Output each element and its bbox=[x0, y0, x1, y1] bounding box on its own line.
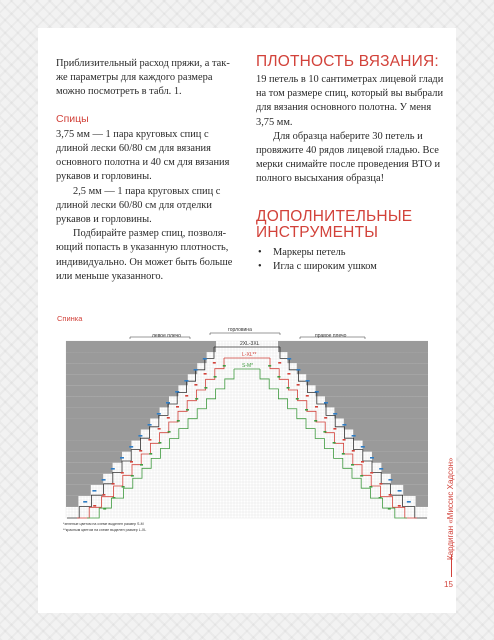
grey-step-left bbox=[66, 496, 78, 507]
extra-tools-heading-line-2: ИНСТРУМЕНТЫ bbox=[256, 224, 379, 242]
red-mark-left bbox=[121, 472, 124, 474]
red-mark-left bbox=[112, 483, 115, 485]
grey-step-right bbox=[287, 352, 428, 363]
green-mark-left bbox=[149, 453, 152, 455]
blue-mark-left bbox=[138, 435, 142, 437]
gauge-heading: ПЛОТНОСТЬ ВЯЗАНИЯ: bbox=[256, 53, 439, 70]
blue-mark-left bbox=[184, 380, 188, 382]
blue-mark-left bbox=[111, 468, 115, 470]
green-mark-right bbox=[333, 442, 336, 444]
blue-mark-left bbox=[194, 369, 198, 371]
blue-mark-left bbox=[102, 479, 106, 481]
blue-mark-right bbox=[352, 435, 356, 437]
green-mark-left bbox=[158, 442, 161, 444]
needles-paragraph-3: Подбирайте размер спиц, позволяющий попасть в указанную плотность, индивидуально. Он может быть больше или меньше указанного. bbox=[56, 228, 233, 282]
grey-step-left bbox=[66, 474, 103, 485]
blue-mark-left bbox=[203, 358, 207, 360]
red-mark-left bbox=[139, 450, 142, 452]
green-mark-left bbox=[103, 508, 106, 510]
right-shoulder-label: правое плечо bbox=[315, 333, 347, 339]
left-shoulder-label: левое плечо bbox=[152, 333, 181, 339]
red-mark-left bbox=[148, 439, 151, 441]
red-mark-right bbox=[389, 494, 392, 496]
green-mark-right bbox=[369, 486, 372, 488]
grey-step-right bbox=[416, 496, 428, 507]
green-mark-right bbox=[314, 420, 317, 422]
right-column bbox=[256, 53, 446, 274]
green-mark-right bbox=[287, 387, 290, 389]
green-mark-left bbox=[223, 365, 226, 367]
green-mark-right bbox=[342, 453, 345, 455]
needles-paragraph-1: 3,75 мм — 1 пара круговых спиц с длиной лески 60/80 см для вязания основного полотна и 40 см для вязания рукавов и горловины. bbox=[56, 128, 230, 183]
chart-note-1: *зеленые цветом на схеме выделен размер S-M bbox=[63, 522, 144, 526]
left-column bbox=[56, 57, 236, 284]
red-mark-left bbox=[130, 461, 133, 463]
blue-mark-right bbox=[296, 369, 300, 371]
red-mark-right bbox=[324, 417, 327, 419]
size-label-lxl: L-XL** bbox=[242, 352, 257, 358]
red-mark-right bbox=[370, 472, 373, 474]
extra-tools-heading-line-1: ДОПОЛНИТЕЛЬНЫЕ bbox=[256, 207, 413, 225]
extra-tools-heading bbox=[256, 209, 446, 242]
needles-paragraph-2: 2,5 мм — 1 пара круговых спиц с длиной лески 60/80 см для отделки рукавов и горловины. bbox=[56, 185, 221, 226]
red-mark-right bbox=[379, 483, 382, 485]
red-mark-right bbox=[315, 406, 318, 408]
blue-mark-right bbox=[370, 457, 374, 459]
grey-step-left bbox=[66, 352, 207, 363]
grey-step-right bbox=[381, 463, 428, 474]
grey-step-left bbox=[66, 374, 188, 385]
blue-mark-right bbox=[388, 479, 392, 481]
green-mark-left bbox=[168, 431, 171, 433]
red-mark-left bbox=[167, 417, 170, 419]
grey-step-right bbox=[334, 407, 428, 418]
list-item: • Игла с широким ушком bbox=[256, 260, 446, 274]
green-mark-left bbox=[131, 475, 134, 477]
red-mark-right bbox=[398, 505, 401, 507]
blue-mark-right bbox=[342, 424, 346, 426]
grey-step-left bbox=[66, 485, 91, 496]
grey-step-left bbox=[66, 396, 169, 407]
green-mark-right bbox=[323, 431, 326, 433]
green-mark-left bbox=[122, 486, 125, 488]
red-mark-right bbox=[343, 439, 346, 441]
blue-mark-left bbox=[166, 402, 170, 404]
knitting-chart bbox=[60, 323, 438, 538]
blue-mark-left bbox=[92, 490, 96, 492]
chart-note-2: **красным цветом на схеме выделен размер L-XL bbox=[63, 528, 147, 532]
grey-step-left bbox=[66, 441, 131, 452]
red-mark-left bbox=[194, 384, 197, 386]
needles-heading: Спицы bbox=[56, 112, 89, 125]
grey-step-right bbox=[316, 385, 428, 396]
green-mark-left bbox=[112, 497, 115, 499]
grey-step-right bbox=[297, 363, 428, 374]
intro-paragraph: Приблизительный расход пряжи, а также параметры для каждого размера можно посмотреть в табл. 1. bbox=[56, 58, 230, 98]
green-mark-right bbox=[379, 497, 382, 499]
blue-mark-right bbox=[398, 490, 402, 492]
grey-step-right bbox=[391, 474, 428, 485]
red-mark-left bbox=[213, 362, 216, 364]
green-mark-right bbox=[305, 409, 308, 411]
green-mark-right bbox=[351, 464, 354, 466]
red-mark-right bbox=[361, 461, 364, 463]
red-mark-left bbox=[93, 505, 96, 507]
green-mark-left bbox=[214, 376, 217, 378]
gauge-paragraph-1: 19 петель в 10 сантиметрах лицевой глади на том размере спиц, который вы выбрали для вязания основного полотна. У меня 3,75 мм. bbox=[256, 74, 444, 128]
grey-step-right bbox=[372, 452, 428, 463]
blue-mark-left bbox=[129, 446, 133, 448]
green-mark-right bbox=[268, 365, 271, 367]
blue-mark-right bbox=[407, 501, 411, 503]
green-mark-right bbox=[296, 398, 299, 400]
red-mark-right bbox=[297, 384, 300, 386]
green-mark-left bbox=[177, 420, 180, 422]
blue-mark-left bbox=[83, 501, 87, 503]
blue-mark-left bbox=[148, 424, 152, 426]
grey-step-left bbox=[66, 452, 122, 463]
red-mark-right bbox=[306, 395, 309, 397]
grey-step-left bbox=[66, 463, 113, 474]
green-mark-right bbox=[277, 376, 280, 378]
grey-step-right bbox=[306, 374, 428, 385]
red-mark-right bbox=[287, 373, 290, 375]
red-mark-right bbox=[352, 450, 355, 452]
list-item: • Маркеры петель bbox=[256, 246, 446, 260]
page-number: 15 bbox=[444, 580, 453, 589]
extra-tools-list bbox=[256, 246, 446, 274]
grey-step-right bbox=[325, 396, 428, 407]
grey-step-left bbox=[66, 363, 197, 374]
blue-mark-right bbox=[361, 446, 365, 448]
chart-title: Спинка bbox=[57, 314, 83, 323]
green-mark-right bbox=[360, 475, 363, 477]
grey-step-left bbox=[66, 341, 216, 352]
grey-step-left bbox=[66, 407, 160, 418]
red-mark-left bbox=[204, 373, 207, 375]
red-mark-right bbox=[333, 428, 336, 430]
size-label-2xl: 2XL-3XL bbox=[240, 341, 260, 347]
green-mark-right bbox=[388, 508, 391, 510]
green-mark-left bbox=[204, 387, 207, 389]
sidebar-vertical-text: Кардиган «Миссис Хадсон» bbox=[446, 457, 455, 560]
grey-step-right bbox=[353, 430, 428, 441]
blue-mark-right bbox=[324, 402, 328, 404]
blue-mark-left bbox=[120, 457, 124, 459]
blue-mark-right bbox=[333, 413, 337, 415]
red-mark-left bbox=[176, 406, 179, 408]
grey-step-right bbox=[363, 441, 428, 452]
grey-step-right bbox=[403, 485, 428, 496]
size-label-sm: S-M* bbox=[242, 363, 254, 369]
blue-mark-right bbox=[306, 380, 310, 382]
red-mark-left bbox=[102, 494, 105, 496]
red-mark-left bbox=[185, 395, 188, 397]
blue-mark-right bbox=[287, 358, 291, 360]
red-mark-left bbox=[158, 428, 161, 430]
blue-mark-right bbox=[315, 391, 319, 393]
blue-mark-left bbox=[175, 391, 179, 393]
grey-step-left bbox=[66, 430, 141, 441]
grey-step-right bbox=[344, 418, 428, 429]
gauge-paragraph-2: Для образца наберите 30 петель и провяжите 40 рядов лицевой гладью. Все мерки снимайте после проведения ВТО и полного высыхания образца! bbox=[256, 130, 441, 185]
grey-step-left bbox=[66, 418, 150, 429]
blue-mark-right bbox=[379, 468, 383, 470]
neck-label: горловина bbox=[228, 327, 252, 333]
red-mark-right bbox=[278, 362, 281, 364]
grey-step-right bbox=[278, 341, 428, 352]
blue-mark-left bbox=[157, 413, 161, 415]
green-mark-left bbox=[140, 464, 143, 466]
grey-step-left bbox=[66, 385, 178, 396]
green-mark-left bbox=[195, 398, 198, 400]
green-mark-left bbox=[186, 409, 189, 411]
